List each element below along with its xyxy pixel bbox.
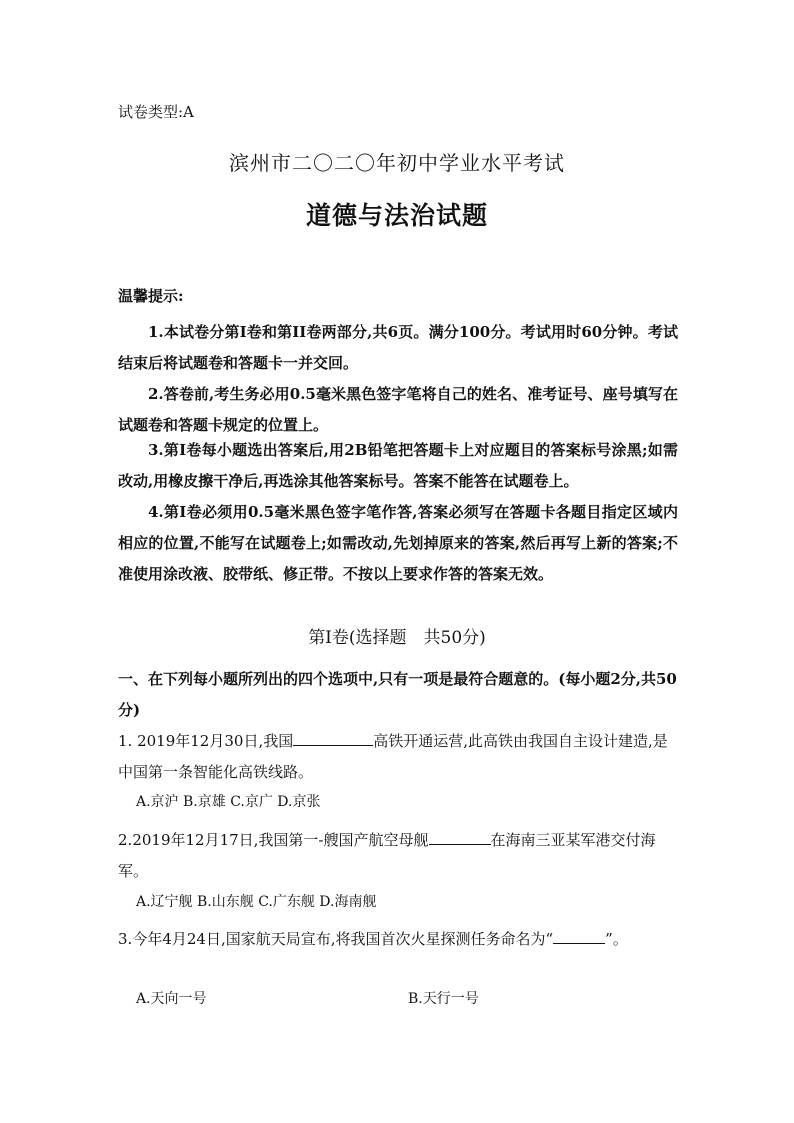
- question-number: 3.: [118, 930, 133, 948]
- answer-blank: [429, 828, 491, 845]
- question-number: 1.: [118, 732, 133, 750]
- exam-title: 滨州市二〇二〇年初中学业水平考试: [229, 151, 565, 175]
- notice-item-4: 4.第Ⅰ卷必须用0.5毫米黑色签字笔作答,答案必须写在答题卡各题目指定区域内相应的位置,不能写在试题卷上;如需改动,先划掉原来的答案,然后再写上新的答案;不准使用涂改液、胶带纸、修正带。不按以上要求作答的答案无效。: [118, 503, 678, 583]
- notice-item-2: 2.答卷前,考生务必用0.5毫米黑色签字笔将自己的姓名、准考证号、座号填写在试题卷和答题卡规定的位置上。: [118, 385, 678, 434]
- question-2: 2.2019年12月17日,我国第一-艘国产航空母舰 在海南三亚某军港交付海军。: [118, 825, 678, 887]
- section-title: 一、在下列每小题所列出的四个选项中,只有一项是最符合题意的。(每小题2分,共50分): [118, 670, 677, 719]
- question-3-option-a: A.天向一号: [136, 991, 207, 1007]
- volume-title: 第Ⅰ卷(选择题 共50分): [308, 628, 486, 648]
- question-number: 2.: [118, 831, 133, 849]
- notice-item-1: 1.本试卷分第Ⅰ卷和第II卷两部分,共6页。满分100分。考试用时60分钟。考试结束后将试题卷和答题卡一并交回。: [118, 323, 678, 372]
- question-1-options: A.京沪 B.京雄 C.京广 D.京张: [136, 794, 321, 810]
- answer-blank: [293, 729, 373, 746]
- notice-item-3: 3.第Ⅰ卷每小题选出答案后,用2B铅笔把答题卡上对应题目的答案标号涂黑;如需改动,用橡皮擦干净后,再选涂其他答案标号。答案不能答在试题卷上。: [118, 441, 678, 490]
- question-3: 3.今年4月24日,国家航天局宣布,将我国首次火星探测任务命名为“ ”。: [118, 924, 678, 955]
- paper-type-label: 试卷类型:A: [118, 103, 194, 121]
- answer-blank: [553, 927, 605, 944]
- notice-heading: 温馨提示:: [118, 287, 184, 305]
- question-3-option-b: B.天行一号: [408, 991, 479, 1007]
- question-1: 1. 2019年12月30日,我国 高铁开通运营,此高铁由我国自主设计建造,是中国第一条智能化高铁线路。: [118, 726, 678, 788]
- question-2-options: A.辽宁舰 B.山东舰 C.广东舰 D.海南舰: [136, 894, 377, 910]
- subject-title: 道德与法治试题: [305, 201, 488, 230]
